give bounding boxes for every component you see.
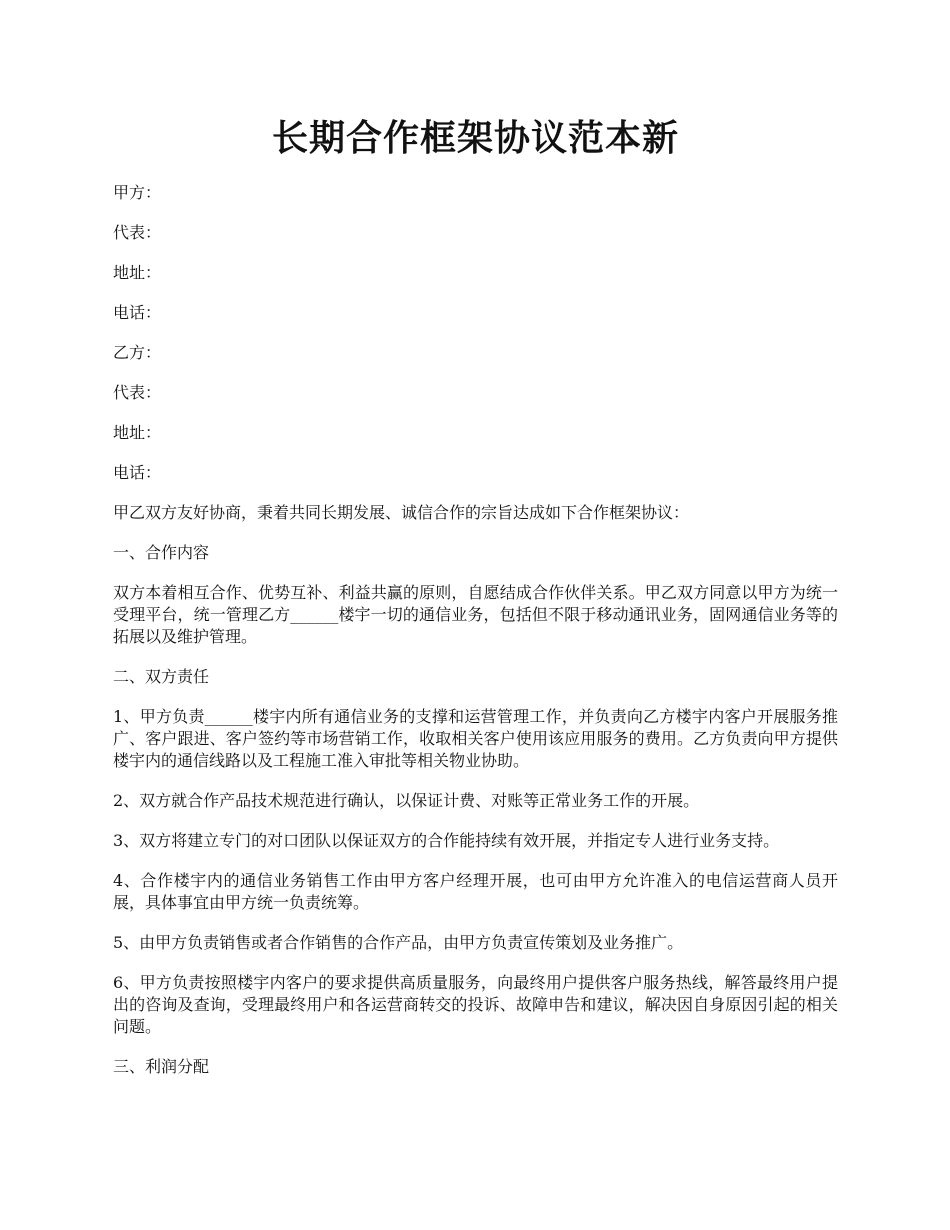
party-a-label: 甲方： xyxy=(113,183,162,202)
party-b-address: 地址： xyxy=(113,423,162,442)
section-2-item-4: 4、合作楼宇内的通信业务销售工作由甲方客户经理开展，也可由甲方允许准入的电信运营商人员开展，具体事宜由甲方统一负责统筹。 xyxy=(113,871,838,912)
party-a-address: 地址： xyxy=(113,263,162,282)
party-a-representative: 代表： xyxy=(113,223,162,242)
section-2-item-5: 5、由甲方负责销售或者合作销售的合作产品，由甲方负责宣传策划及业务推广。 xyxy=(113,933,684,952)
party-a-phone: 电话： xyxy=(113,303,162,322)
party-b-representative: 代表： xyxy=(113,383,162,402)
party-b-phone: 电话： xyxy=(113,463,162,482)
section-1-heading: 一、合作内容 xyxy=(113,543,210,562)
section-2-item-3: 3、双方将建立专门的对口团队以保证双方的合作能持续有效开展，并指定专人进行业务支持。 xyxy=(113,831,780,850)
section-2-item-1: 1、甲方负责______楼宇内所有通信业务的支撑和运营管理工作，并负责向乙方楼宇内客户开展服务推广、客户跟进、客户签约等市场营销工作，收取相关客户使用该应用服务的费用。乙方负责向甲方提供楼宇内的通信线路以及工程施工准入审批等相关物业协助。 xyxy=(113,707,838,770)
section-2-item-2: 2、双方就合作产品技术规范进行确认，以保证计费、对账等正常业务工作的开展。 xyxy=(113,791,700,810)
document-title: 长期合作框架协议范本新 xyxy=(271,117,679,159)
section-1-body: 双方本着相互合作、优势互补、利益共赢的原则，自愿结成合作伙伴关系。甲乙双方同意以甲方为统一受理平台，统一管理乙方______楼宇一切的通信业务，包括但不限于移动通讯业务，固网通信业务等的拓展以及维护管理。 xyxy=(113,583,838,646)
section-2-heading: 二、双方责任 xyxy=(113,667,210,686)
section-2-item-6: 6、甲方负责按照楼宇内客户的要求提供高质量服务，向最终用户提供客户服务热线，解答最终用户提出的咨询及查询，受理最终用户和各运营商转交的投诉、故障申告和建议，解决因自身原因引起的相关问题。 xyxy=(113,973,838,1036)
intro-paragraph: 甲乙双方友好协商，秉着共同长期发展、诚信合作的宗旨达成如下合作框架协议： xyxy=(113,503,690,522)
section-3-heading: 三、利润分配 xyxy=(113,1057,210,1076)
party-b-label: 乙方： xyxy=(113,343,162,362)
